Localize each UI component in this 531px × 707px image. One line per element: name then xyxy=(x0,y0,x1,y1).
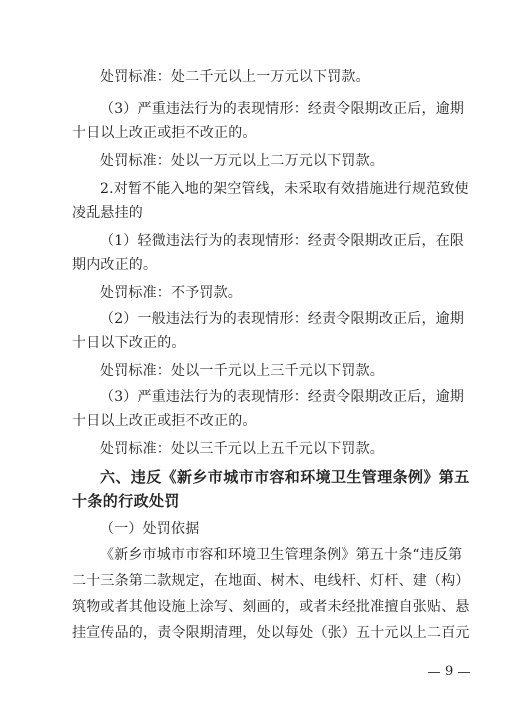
left-dash xyxy=(428,672,440,673)
text-line: 十日以上改正或拒不改正的。 xyxy=(72,413,257,429)
text-line: 处罚标准：不予罚款。 xyxy=(100,285,242,301)
text-line: 期内改正的。 xyxy=(72,257,158,273)
text-line: 筑物或者其他设施上涂写、刻画的，或者未经批准擅自张贴、悬 xyxy=(72,599,470,615)
text-line: （3）严重违法行为的表现情形：经责令限期改正后，逾期 xyxy=(100,389,465,405)
text-line: （3）严重违法行为的表现情形：经责令限期改正后，逾期 xyxy=(100,101,465,117)
text-line: 处罚标准：处二千元以上一万元以下罚款。 xyxy=(100,69,370,85)
page-number xyxy=(428,664,472,680)
text-line: 二十三条第二款规定，在地面、树木、电线杆、灯杆、建（构） xyxy=(72,573,470,589)
text-line: 挂宣传品的，责令限期清理，处以每处（张）五十元以上二百元 xyxy=(72,625,470,641)
section-heading-line: 六、违反《新乡市城市市容和环境卫生管理条例》第五 xyxy=(100,468,470,486)
text-line: （1）轻微违法行为的表现情形：经责令限期改正后，在限 xyxy=(100,233,465,249)
page-number-value: 9 xyxy=(445,664,454,679)
section-heading-line: 十条的行政处罚 xyxy=(72,492,180,510)
right-dash xyxy=(458,672,470,673)
subheading-line: （一）处罚依据 xyxy=(100,521,200,537)
text-line: 处罚标准：处以一千元以上三千元以下罚款。 xyxy=(100,363,384,379)
text-line: 处罚标准：处以三千元以上五千元以下罚款。 xyxy=(100,441,384,457)
text-line: 十日以上改正或拒不改正的。 xyxy=(72,125,257,141)
text-line: （2）一般违法行为的表现情形：经责令限期改正后，逾期 xyxy=(100,311,465,327)
text-line: 十日以下改正的。 xyxy=(72,335,186,351)
text-line: 2.对暂不能入地的架空管线，未采取有效措施进行规范致使 xyxy=(100,181,469,197)
text-line: 《新乡市城市市容和环境卫生管理条例》第五十条“违反第 xyxy=(100,547,463,563)
text-line: 凌乱悬挂的 xyxy=(72,205,143,221)
text-line: 处罚标准：处以一万元以上二万元以下罚款。 xyxy=(100,153,384,169)
